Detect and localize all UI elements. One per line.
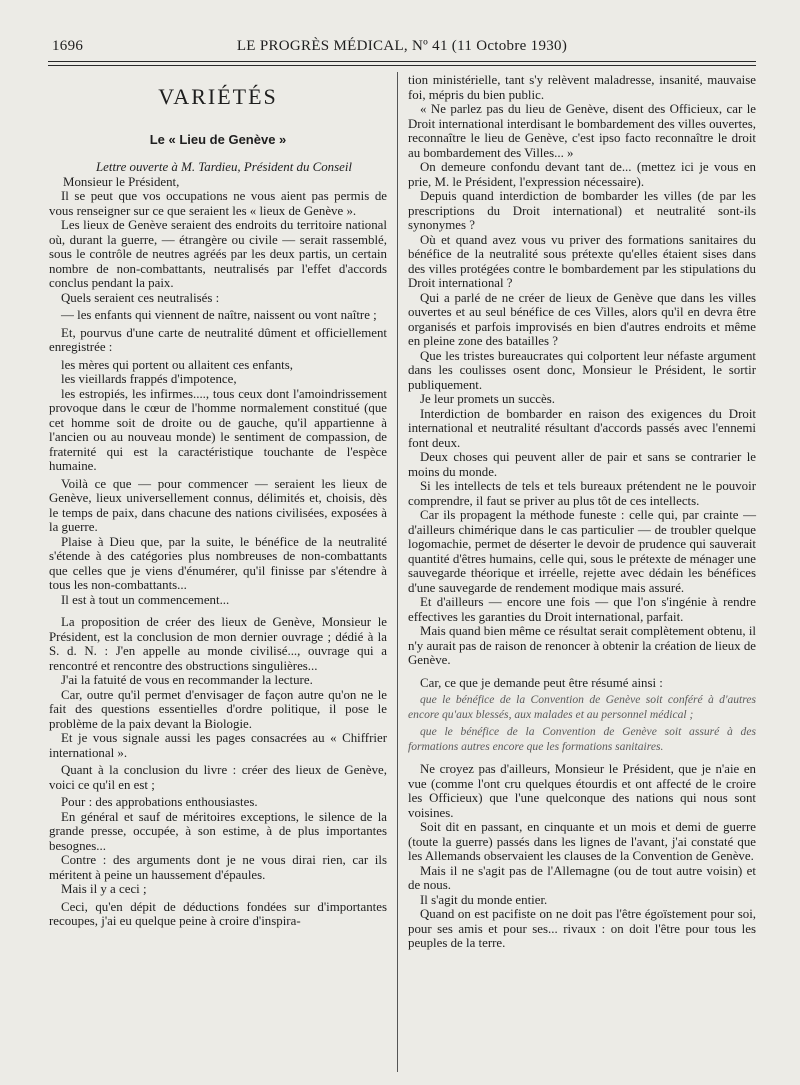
- paragraph: Plaise à Dieu que, par la suite, le bénéfice de la neutralité s'étende à des catégories plus nombreuses de non-combattants que celles que je viens d'énumérer, qu'il finisse par s'étendre à tous les non-combattants...: [49, 534, 387, 592]
- quote: que le bénéfice de la Convention de Genève soit conféré à d'autres encore qu'aux blessés, aux malades et au personnel médical ;: [408, 693, 756, 721]
- paragraph: Soit dit en passant, en cinquante et un mois et demi de guerre (toute la guerre) passés dans les lignes de l'avant, j'ai constaté que les Allemands observaient les clauses de la Convention de Genève.: [408, 820, 756, 863]
- paragraph: La proposition de créer des lieux de Genève, Monsieur le Président, est la conclusion de mon dernier ouvrage ; dédié à la S. d. N. : J'en appelle au monde civilisé..., ouvrage qui a rencontré et rencontre des obstructions singulières...: [49, 615, 387, 673]
- paragraph: tion ministérielle, tant s'y relèvent maladresse, insanité, mauvaise foi, mépris du bien public.: [408, 73, 756, 102]
- paragraph: Quand on est pacifiste on ne doit pas l'être égoïstement pour soi, pour ses amis et pour ses... rivaux : on doit l'être pour tous les peuples de la terre.: [408, 907, 756, 950]
- right-column: [408, 73, 756, 951]
- paragraph: « Ne parlez pas du lieu de Genève, disent des Officieux, car le Droit international interdisant le bombardement des villes ouvertes, reconnaître le lieu de Genève, c'est ipso facto reconnaître le droit au bombardement des Villes... »: [408, 102, 756, 160]
- paragraph: Où et quand avez vous vu priver des formations sanitaires du bénéfice de la neutralité sous prétexte qu'elles étaient sises dans des villes protégées contre le bombardement par les stipulations du Droit international ?: [408, 232, 756, 290]
- paragraph: Quels seraient ces neutralisés :: [61, 290, 220, 305]
- paragraph: Depuis quand interdiction de bombarder les villes (de par les prescriptions du Droit international) et neutralité sont-ils synonymes ?: [408, 189, 756, 232]
- running-header: [52, 38, 752, 58]
- journal-title: LE PROGRÈS MÉDICAL, Nº 41 (11 Octobre 1930): [236, 38, 568, 54]
- paragraph: Les lieux de Genève seraient des endroits du territoire national où, durant la guerre, — étrangère ou civile — serait rassemblé, sous le contrôle de neutres agréés par les deux partis, un certain nombre de non-combattants, neutralisés par l'effet d'accords conclus pendant la paix.: [49, 218, 387, 290]
- paragraph: Je leur promets un succès.: [420, 392, 555, 406]
- header-rule-top: [48, 61, 756, 62]
- paragraph: Si les intellects de tels et tels bureaux prétendent ne le pouvoir comprendre, il faut se priver au plus tôt de ces intellects.: [408, 479, 756, 508]
- paragraph: Mais il ne s'agit pas de l'Allemagne (ou de tout autre voisin) et de nous.: [408, 863, 756, 892]
- paragraph: En général et sauf de méritoires exceptions, le silence de la grande presse, occupée, à son estime, à de plus importantes besognes...: [49, 809, 387, 853]
- paragraph: Quant à la conclusion du livre : créer des lieux de Genève, voici ce qu'il en est ;: [49, 763, 387, 792]
- paragraph: Et d'ailleurs — encore une fois — que l'on s'ingénie à rendre effectives les garanties du Droit international, parfait.: [408, 595, 756, 624]
- page-number: 1696: [52, 38, 84, 54]
- paragraph: Ceci, qu'en dépit de déductions fondées sur d'importantes recoupes, j'ai eu quelque peine à croire d'inspira-: [49, 899, 387, 928]
- paragraph: Car ils propagent la méthode funeste : celle qui, par crainte — d'ailleurs chimérique dans le cas particulier — de troubler quelque logomachie, permet de déserter le devoir de prudence qui sauverait quantité d'êtres humains, celle qui, sous le prétexte de ménager une sauvegarde théorique et irréelle, rejette avec dédain les bénéfices d'une sauvegarde de rendement modique mais assuré.: [408, 508, 756, 595]
- paragraph: Qui a parlé de ne créer de lieux de Genève que dans les villes ouvertes et au seul bénéfice de ces Villes, alors qu'il en devra être organisés et parfois improvisés en bien d'autres endroits et même en pleine zone des batailles ?: [408, 290, 756, 348]
- paragraph: Ne croyez pas d'ailleurs, Monsieur le Président, que je n'aie en vue (comme l'ont cru quelques étourdis et ont affecté de le croire les Officieux) que l'une quelconque des nations qui nous sont voisines.: [408, 762, 756, 820]
- paragraph: les mères qui portent ou allaitent ces enfants,: [61, 357, 293, 372]
- left-column: [49, 76, 387, 929]
- paragraph: Contre : des arguments dont je ne vous dirai rien, car ils méritent à peine un haussement d'épaules.: [49, 853, 387, 882]
- paragraph: Et, pourvus d'une carte de neutralité dûment et officiellement enregistrée :: [49, 325, 387, 354]
- paragraph: Il est à tout un commencement...: [61, 592, 230, 607]
- paragraph: Deux choses qui peuvent aller de pair et sans se contrarier le moins du monde.: [408, 450, 756, 479]
- paragraph: Mais quand bien même ce résultat serait complètement obtenu, il n'y aurait pas de raison de renoncer à obtenir la création de lieux de Genève.: [408, 624, 756, 667]
- paragraph: Car, outre qu'il permet d'envisager de façon autre qu'on ne le fait des questions essentielles d'ordre politique, il pose le problème de la paix devant la Biologie.: [49, 687, 387, 731]
- header-rule-bottom: [48, 65, 756, 66]
- paragraph: — les enfants qui viennent de naître, naissent ou vont naître ;: [61, 308, 377, 322]
- article-title: Le « Lieu de Genève »: [149, 131, 287, 147]
- paragraph: Et je vous signale aussi les pages consacrées au « Chiffrier international ».: [49, 731, 387, 760]
- paragraph: Voilà ce que — pour commencer — seraient les lieux de Genève, lieux universellement connus, délimités et, choisis, dès le temps de paix, dans chacune des nations civilisées, exposées à la guerre.: [49, 476, 387, 534]
- article-subtitle: Lettre ouverte à M. Tardieu, Président du Conseil: [96, 160, 352, 174]
- paragraph: Il se peut que vos occupations ne vous aient pas permis de vous renseigner sur ce que seraient les « lieux de Genève ».: [49, 189, 387, 218]
- paragraph: les estropiés, les infirmes...., tous ceux dont l'amoindrissement provoque dans le cœur de l'homme normalement constitué (que cet homme soit de droite ou de gauche, qu'il appartienne à l'ancien ou au nouveau monde) le sentiment de compassion, de fraternité qui est la caractéristique touchante de l'espèce humaine.: [49, 386, 387, 473]
- paragraph: Que les tristes bureaucrates qui colportent leur néfaste argument dans les coulisses osent donc, Monsieur le Président, le sortir publiquement.: [408, 348, 756, 392]
- paragraph: On demeure confondu devant tant de... (mettez ici je vous en prie, M. le Président, l'expression nécessaire).: [408, 160, 756, 189]
- quote: que le bénéfice de la Convention de Genève soit assuré à des formations autres encore que les formations sanitaires.: [408, 725, 756, 753]
- section-title: VARIÉTÉS: [158, 84, 278, 109]
- column-divider: [397, 72, 398, 1072]
- paragraph: Car, ce que je demande peut être résumé ainsi :: [420, 675, 663, 690]
- paragraph: Pour : des approbations enthousiastes.: [61, 795, 258, 809]
- paragraph: Mais il y a ceci ;: [61, 882, 147, 896]
- paragraph: Monsieur le Président,: [63, 174, 180, 189]
- paragraph: J'ai la fatuité de vous en recommander la lecture.: [61, 673, 313, 687]
- paragraph: les vieillards frappés d'impotence,: [61, 372, 237, 386]
- paragraph: Il s'agit du monde entier.: [420, 892, 548, 907]
- paragraph: Interdiction de bombarder en raison des exigences du Droit international et neutralité résultant d'accords passés avec l'ennemi font deux.: [408, 406, 756, 450]
